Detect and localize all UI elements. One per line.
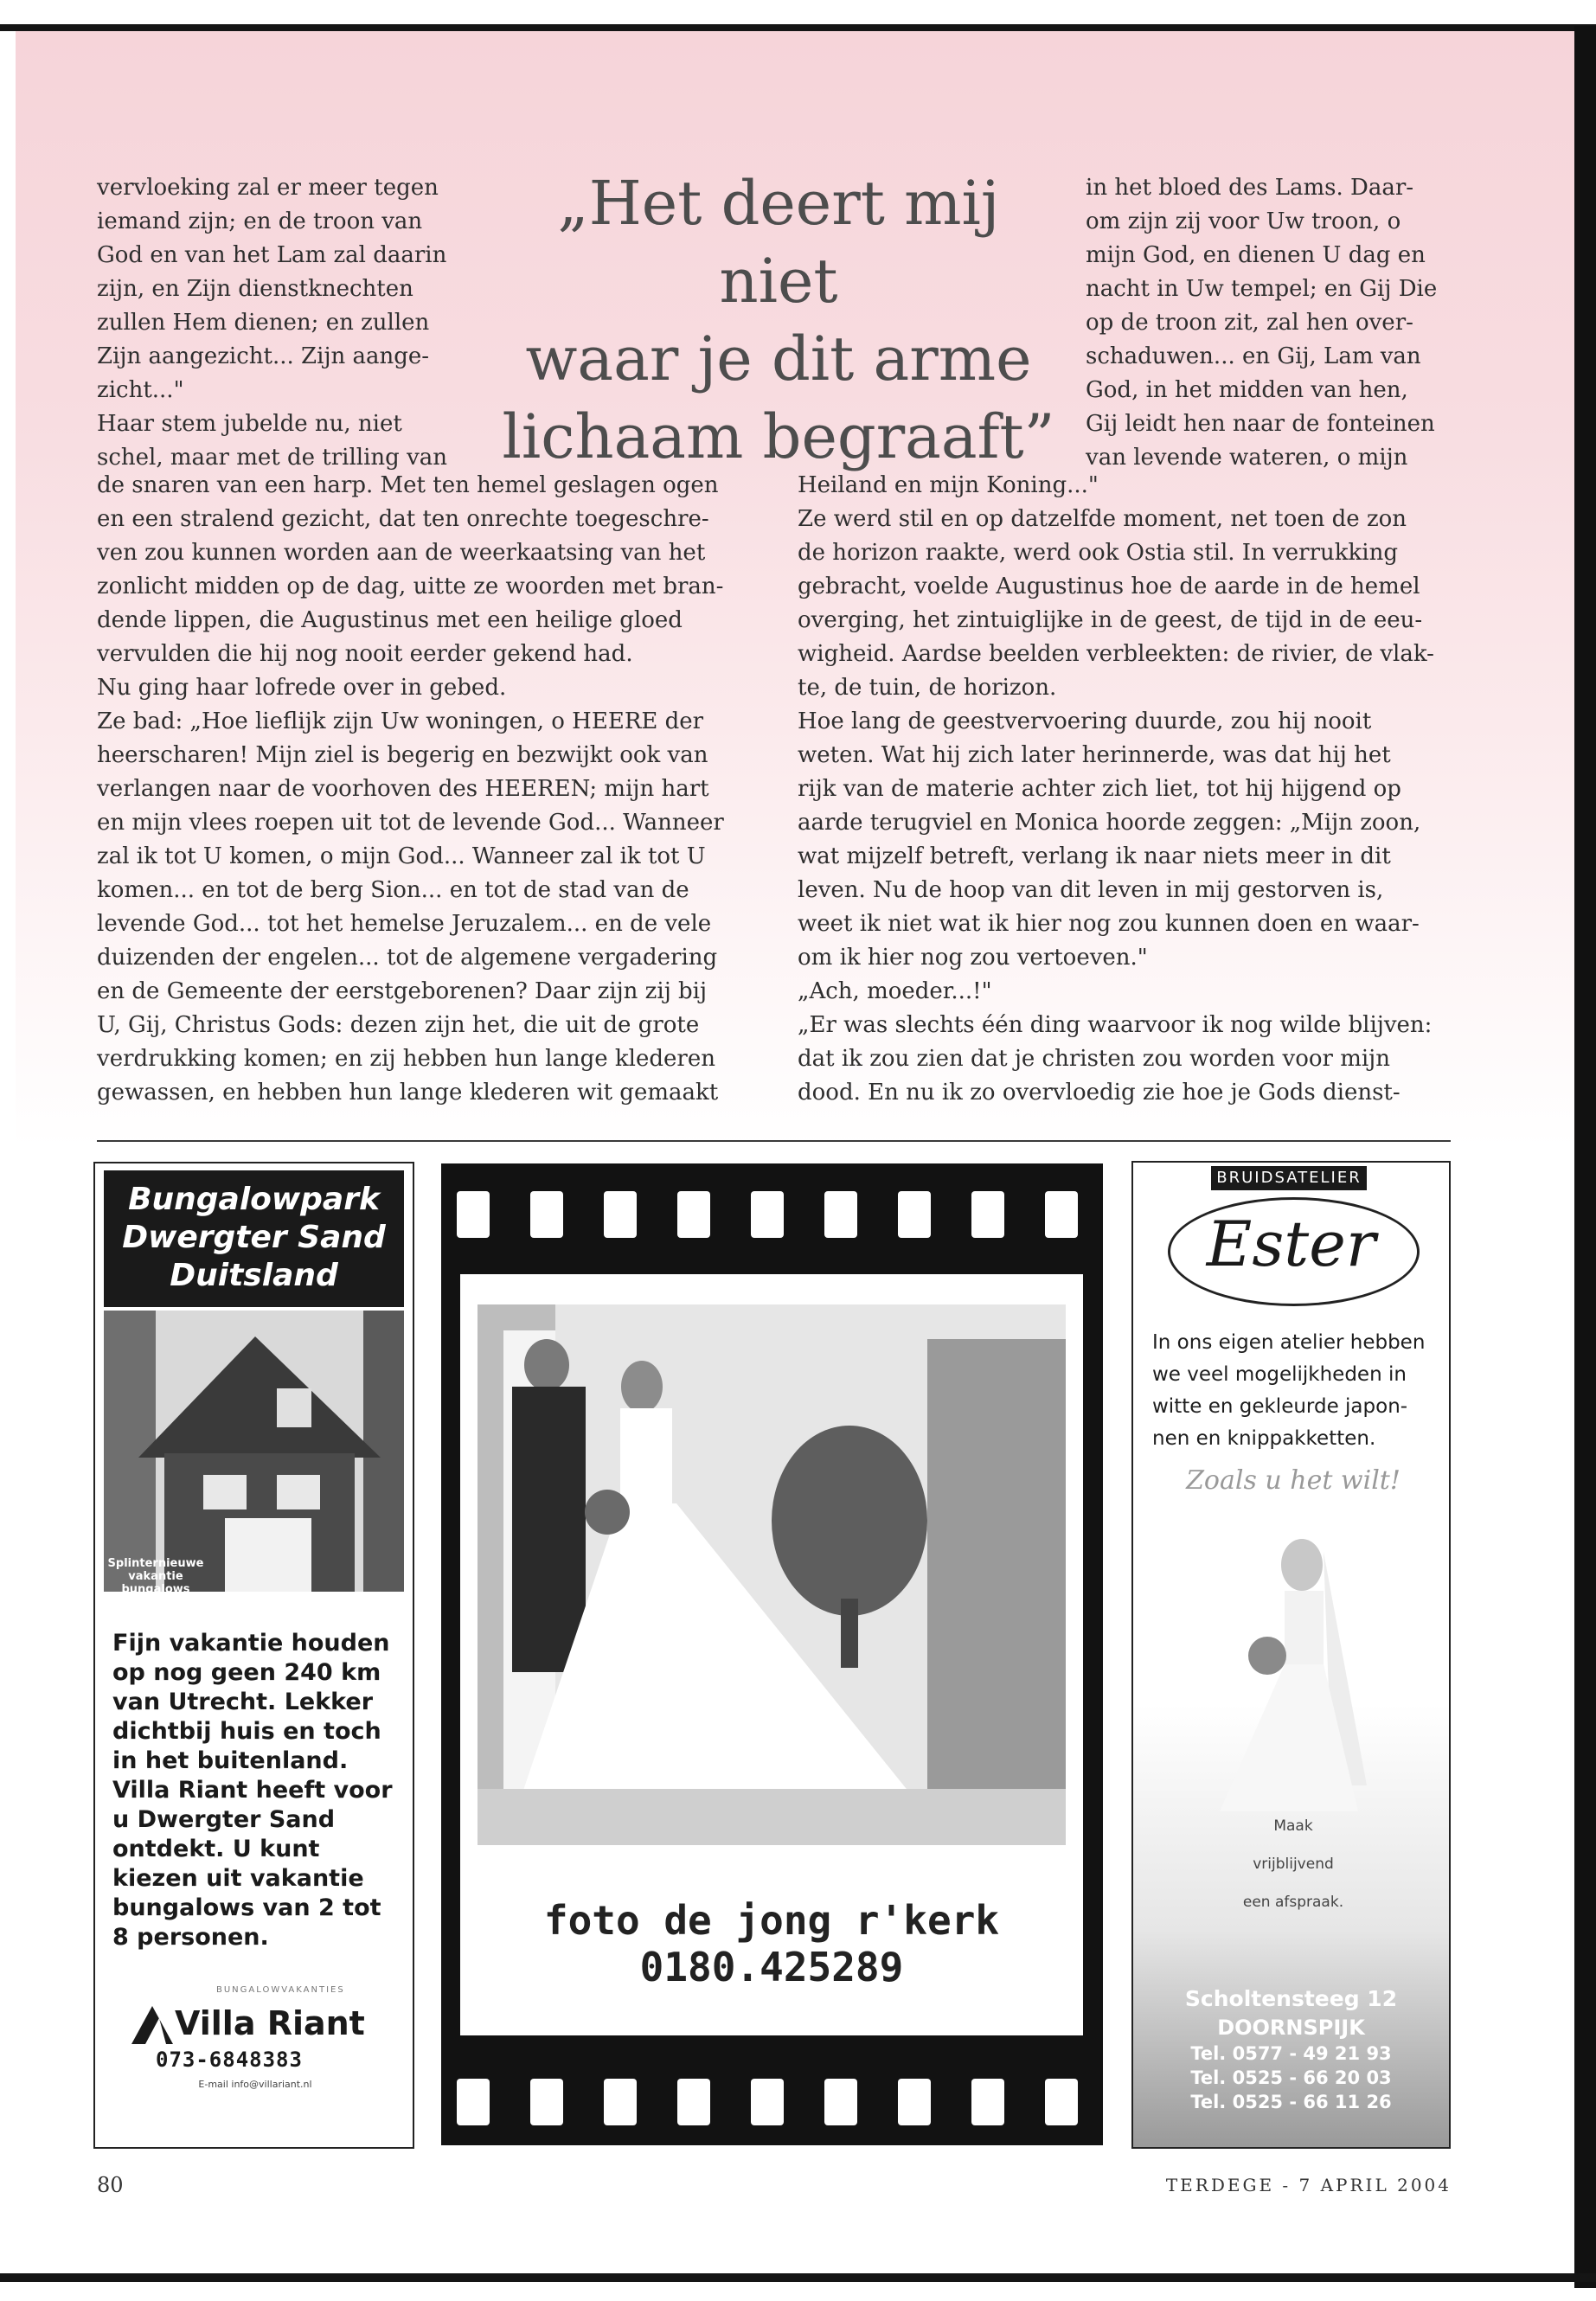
film-sprocket-hole bbox=[971, 1191, 1004, 1238]
text-line: God, in het midden van hen, bbox=[1086, 377, 1408, 403]
ad-bungalowpark-body bbox=[112, 1629, 402, 1952]
bruidsatelier-header: BRUIDSATELIER bbox=[1211, 1166, 1367, 1190]
text-line: dood. En nu ik zo overvloedig zie hoe je Gods dienst- bbox=[798, 1080, 1401, 1106]
villa-riant-name: Villa Riant bbox=[175, 2004, 365, 2042]
film-sprocket-hole bbox=[677, 1191, 710, 1238]
text-line: God en van het Lam zal daarin bbox=[97, 242, 447, 268]
bride-illustration bbox=[1202, 1526, 1375, 1811]
text-line: om ik hier nog zou vertoeven." bbox=[798, 945, 1148, 971]
ad-bungalowpark-title bbox=[104, 1170, 404, 1307]
text-line: verlangen naar de voorhoven des HEEREN; mijn hart bbox=[97, 776, 709, 802]
article-col2-bottom bbox=[798, 469, 1455, 1110]
body-line: dichtbij huis en toch bbox=[112, 1718, 381, 1745]
film-sprocket-hole bbox=[604, 1191, 637, 1238]
villa-riant-logo bbox=[121, 1985, 389, 2098]
text-line: dende lippen, die Augustinus met een heilige gloed bbox=[97, 607, 683, 633]
pull-quote-line: „Het deert mij niet bbox=[557, 168, 1000, 317]
text-line: wat mijzelf betreft, verlang ik naar niets meer in dit bbox=[798, 843, 1391, 869]
text-line: nacht in Uw tempel; en Gij Die bbox=[1086, 276, 1438, 302]
text-line: we veel mogelijkheden in bbox=[1152, 1363, 1407, 1386]
phone-number[interactable]: Tel. 0525 - 66 11 26 bbox=[1190, 2092, 1392, 2112]
text-line: Haar stem jubelde nu, niet bbox=[97, 411, 402, 437]
badge-line: vakantie bbox=[128, 1570, 183, 1583]
text-line: en de Gemeente der eerstgeborenen? Daar zijn zij bij bbox=[97, 978, 708, 1004]
film-sprocket-hole bbox=[530, 2079, 563, 2125]
villa-riant-phone[interactable]: 073-6848383 bbox=[156, 2048, 303, 2072]
text-line: U, Gij, Christus Gods: dezen zijn het, die uit de grote bbox=[97, 1012, 700, 1038]
film-sprocket-hole bbox=[677, 2079, 710, 2125]
film-sprocket-hole bbox=[898, 2079, 931, 2125]
appointment-line: een afspraak. bbox=[1242, 1894, 1344, 1911]
text-line: en mijn vlees roepen uit tot de levende God... Wanneer bbox=[97, 810, 724, 836]
body-line: van Utrecht. Lekker bbox=[112, 1689, 374, 1715]
wedding-photo bbox=[478, 1304, 1066, 1845]
text-line: vervloeking zal er meer tegen bbox=[97, 175, 439, 201]
text-line: Zijn aangezicht... Zijn aange- bbox=[97, 343, 430, 369]
text-line: schel, maar met de trilling van bbox=[97, 445, 448, 471]
text-line: vervulden die hij nog nooit eerder gekend had. bbox=[97, 641, 633, 667]
body-line: ontdekt. U kunt bbox=[112, 1836, 320, 1862]
text-line: mijn God, en dienen U dag en bbox=[1086, 242, 1426, 268]
film-sprocket-hole bbox=[1045, 1191, 1078, 1238]
text-line: duizenden der engelen... tot de algemene vergadering bbox=[97, 945, 718, 971]
body-line: Villa Riant heeft voor bbox=[112, 1777, 393, 1804]
pull-quote-line: lichaam begraaft” bbox=[502, 401, 1055, 472]
pull-quote-line: waar je dit arme bbox=[525, 324, 1032, 394]
bruidsatelier-slogan: Zoals u het wilt! bbox=[1186, 1465, 1401, 1496]
right-border bbox=[1574, 26, 1596, 2288]
title-line: Dwergter Sand bbox=[122, 1220, 386, 1255]
bruidsatelier-appointment bbox=[1220, 1807, 1367, 1921]
ad-bruidsatelier[interactable] bbox=[1131, 1161, 1451, 2149]
text-line: schaduwen... en Gij, Lam van bbox=[1086, 343, 1421, 369]
film-sprocket-hole bbox=[457, 2079, 490, 2125]
text-line: de snaren van een harp. Met ten hemel geslagen ogen bbox=[97, 472, 719, 498]
text-line: leven. Nu de hoop van dit leven in mij gestorven is, bbox=[798, 877, 1384, 903]
top-border bbox=[0, 24, 1596, 31]
text-line: Heiland en mijn Koning..." bbox=[798, 472, 1099, 498]
film-sprocket-hole bbox=[898, 1191, 931, 1238]
text-line: van levende wateren, o mijn bbox=[1086, 445, 1408, 471]
text-line: ven zou kunnen worden aan de weerkaatsing van het bbox=[97, 540, 706, 566]
bottom-border bbox=[0, 2273, 1596, 2282]
film-sprocket-hole bbox=[824, 1191, 857, 1238]
text-line: komen... en tot de berg Sion... en tot de stad van de bbox=[97, 877, 689, 903]
film-sprocket-hole bbox=[971, 2079, 1004, 2125]
appointment-line: Maak bbox=[1273, 1817, 1313, 1835]
text-line: zullen Hem dienen; en zullen bbox=[97, 310, 430, 336]
text-line: heerscharen! Mijn ziel is begerig en bezwijkt ook van bbox=[97, 742, 708, 768]
text-line: gewassen, en hebben hun lange klederen wit gemaakt bbox=[97, 1080, 719, 1106]
text-line: overging, het zintuiglijke in de geest, de tijd in de eeu- bbox=[798, 607, 1423, 633]
text-line: Nu ging haar lofrede over in gebed. bbox=[97, 675, 507, 701]
text-line: en een stralend gezicht, dat ten onrechte toegeschre- bbox=[97, 506, 709, 532]
text-line: levende God... tot het hemelse Jeruzalem... en de vele bbox=[97, 911, 712, 937]
body-line: op nog geen 240 km bbox=[112, 1659, 381, 1686]
body-line: bungalows van 2 tot bbox=[112, 1894, 381, 1921]
phone-number[interactable]: Tel. 0525 - 66 20 03 bbox=[1190, 2067, 1392, 2088]
badge-line: 3 sterren bbox=[126, 1596, 185, 1609]
pull-quote bbox=[502, 164, 1055, 476]
text-line: Ze bad: „Hoe lieflijk zijn Uw woningen, o HEERE der bbox=[97, 708, 704, 734]
title-line: Duitsland bbox=[170, 1258, 338, 1293]
text-line: verdrukking komen; en zij hebben hun lange klederen bbox=[97, 1046, 715, 1072]
text-line: Ze werd stil en op datzelfde moment, net toen de zon bbox=[798, 506, 1407, 532]
text-line: witte en gekleurde japon- bbox=[1152, 1395, 1408, 1418]
ad-photographer[interactable] bbox=[441, 1163, 1103, 2145]
body-line: kiezen uit vakantie bbox=[112, 1865, 364, 1892]
text-line: te, de tuin, de horizon. bbox=[798, 675, 1057, 701]
town: DOORNSPIJK bbox=[1217, 2016, 1365, 2040]
logo-arc-text: BUNGALOWVAKANTIES bbox=[216, 1985, 345, 1995]
film-sprocket-hole bbox=[604, 2079, 637, 2125]
article-col2-top bbox=[1086, 171, 1449, 475]
film-sprocket-hole bbox=[751, 1191, 784, 1238]
film-sprocket-hole bbox=[1045, 2079, 1078, 2125]
text-line: rijk van de materie achter zich liet, tot hij hijgend op bbox=[798, 776, 1401, 802]
film-frame bbox=[460, 1274, 1083, 2035]
badge-line: bungalows bbox=[121, 1583, 190, 1596]
body-line: in het buitenland. bbox=[112, 1747, 349, 1774]
badge-line: Splinternieuwe bbox=[107, 1557, 204, 1570]
section-divider bbox=[97, 1140, 1451, 1142]
bungalow-photo bbox=[104, 1311, 404, 1592]
ester-logo: Ester bbox=[1206, 1208, 1376, 1280]
address: Scholtensteeg 12 bbox=[1184, 1986, 1398, 2011]
page-number: 80 bbox=[97, 2173, 124, 2197]
text-line: op de troon zit, zal hen over- bbox=[1086, 310, 1413, 336]
bungalow-illustration bbox=[104, 1311, 404, 1592]
text-line: zijn, en Zijn dienstknechten bbox=[97, 276, 413, 302]
article-col1-top bbox=[97, 171, 495, 475]
text-line: iemand zijn; en de troon van bbox=[97, 208, 423, 234]
text-line: aarde terugviel en Monica hoorde zeggen: „Mijn zoon, bbox=[798, 810, 1421, 836]
film-sprocket-hole bbox=[824, 2079, 857, 2125]
publication-date: TERDEGE - 7 APRIL 2004 bbox=[1165, 2175, 1452, 2195]
text-line: „Ach, moeder...!" bbox=[798, 978, 992, 1004]
phone-number[interactable]: Tel. 0577 - 49 21 93 bbox=[1190, 2043, 1392, 2064]
body-line: u Dwergter Sand bbox=[112, 1806, 336, 1833]
text-line: weten. Wat hij zich later herinnerde, was dat hij het bbox=[798, 742, 1391, 768]
text-line: zicht..." bbox=[97, 377, 184, 403]
film-sprocket-hole bbox=[530, 1191, 563, 1238]
photographer-caption: foto de jong r'kerk 0180.425289 bbox=[543, 1897, 1000, 1990]
text-line: zonlicht midden op de dag, uitte ze woorden met bran- bbox=[97, 574, 724, 599]
bruidsatelier-text bbox=[1152, 1327, 1438, 1455]
wedding-illustration bbox=[478, 1304, 1066, 1845]
text-line: zal ik tot U komen, o mijn God... Wanneer zal ik tot U bbox=[97, 843, 706, 869]
text-line: weet ik niet wat ik hier nog zou kunnen doen en waar- bbox=[798, 911, 1420, 937]
body-line: 8 personen. bbox=[112, 1924, 269, 1951]
bruidsatelier-contact bbox=[1142, 1984, 1440, 2114]
text-line: om zijn zij voor Uw troon, o bbox=[1086, 208, 1401, 234]
villa-riant-email[interactable]: E-mail info@villariant.nl bbox=[198, 2079, 312, 2090]
text-line: wigheid. Aardse beelden verbleekten: de rivier, de vlak- bbox=[798, 641, 1434, 667]
text-line: In ons eigen atelier hebben bbox=[1152, 1331, 1426, 1354]
text-line: in het bloed des Lams. Daar- bbox=[1086, 175, 1414, 201]
film-sprocket-hole bbox=[457, 1191, 490, 1238]
text-line: gebracht, voelde Augustinus hoe de aarde in de hemel bbox=[798, 574, 1420, 599]
text-line: Gij leidt hen naar de fonteinen bbox=[1086, 411, 1435, 437]
ad-bungalowpark[interactable] bbox=[93, 1162, 414, 2149]
text-line: dat ik zou zien dat je christen zou worden voor mijn bbox=[798, 1046, 1390, 1072]
title-line: Bungalowpark bbox=[128, 1182, 380, 1217]
body-line: Fijn vakantie houden bbox=[112, 1630, 390, 1657]
article-col1-bottom bbox=[97, 469, 772, 1110]
appointment-line: vrijblijvend bbox=[1253, 1856, 1334, 1873]
text-line: „Er was slechts één ding waarvoor ik nog wilde blijven: bbox=[798, 1012, 1433, 1038]
text-line: de horizon raakte, werd ook Ostia stil. In verrukking bbox=[798, 540, 1398, 566]
villa-riant-logo-icon bbox=[131, 2006, 175, 2044]
ad-bungalowpark-badge bbox=[104, 1557, 208, 1609]
film-sprocket-hole bbox=[751, 2079, 784, 2125]
text-line: Hoe lang de geestvervoering duurde, zou hij nooit bbox=[798, 708, 1372, 734]
text-line: nen en knippakketten. bbox=[1152, 1427, 1376, 1450]
